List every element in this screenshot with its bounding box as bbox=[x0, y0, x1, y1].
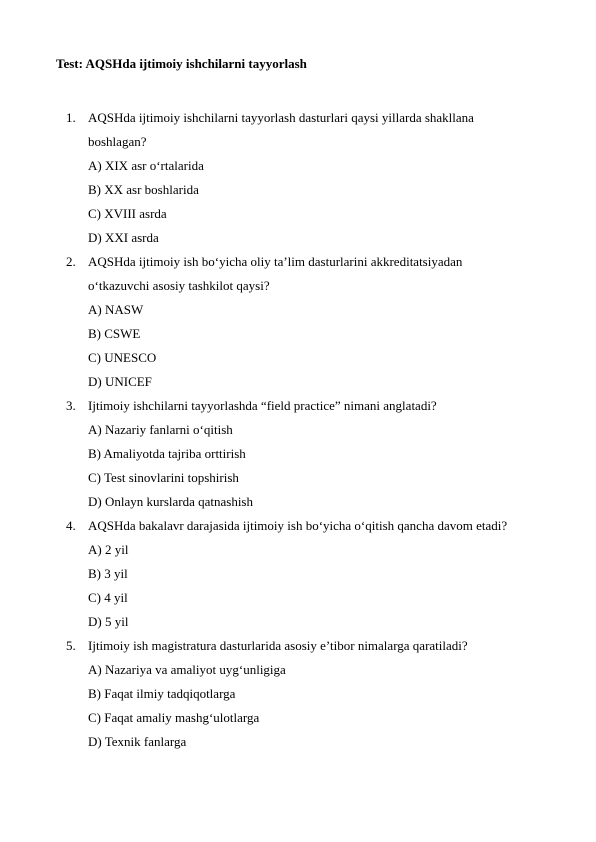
question-item bbox=[66, 250, 566, 394]
answer-option: B) Faqat ilmiy tadqiqotlarga bbox=[88, 686, 236, 701]
answer-option: A) XIX asr o‘rtalarida bbox=[88, 158, 204, 173]
answer-option: A) Nazariya va amaliyot uyg‘unligiga bbox=[88, 662, 286, 677]
answer-option: B) 3 yil bbox=[88, 566, 128, 581]
answer-option: D) Texnik fanlarga bbox=[88, 734, 187, 749]
question-item bbox=[66, 514, 566, 634]
answer-option: A) 2 yil bbox=[88, 542, 129, 557]
question-number: 2. bbox=[66, 254, 76, 269]
page-title: Test: AQSHda ijtimoiy ishchilarni tayyorlash bbox=[56, 56, 307, 71]
answer-option: C) 4 yil bbox=[88, 590, 128, 605]
question-text: Ijtimoiy ishchilarni tayyorlashda “field practice” nimani anglatadi? bbox=[88, 398, 437, 413]
question-number: 4. bbox=[66, 518, 76, 533]
question-number: 1. bbox=[66, 110, 76, 125]
question-item bbox=[66, 106, 566, 250]
answer-option: D) XXI asrda bbox=[88, 230, 159, 245]
answer-option: B) CSWE bbox=[88, 326, 141, 341]
answer-option: C) Test sinovlarini topshirish bbox=[88, 470, 239, 485]
answer-option: D) 5 yil bbox=[88, 614, 129, 629]
answer-option: B) Amaliyotda tajriba orttirish bbox=[88, 446, 246, 461]
answer-option: A) Nazariy fanlarni o‘qitish bbox=[88, 422, 233, 437]
question-text: AQSHda ijtimoiy ishchilarni tayyorlash dasturlari qaysi yillarda shakllana bbox=[88, 110, 474, 125]
question-text: boshlagan? bbox=[88, 134, 147, 149]
answer-option: C) Faqat amaliy mashg‘ulotlarga bbox=[88, 710, 260, 725]
answer-option: D) UNICEF bbox=[88, 374, 152, 389]
question-list bbox=[66, 106, 566, 754]
answer-option: B) XX asr boshlarida bbox=[88, 182, 199, 197]
question-text: o‘tkazuvchi asosiy tashkilot qaysi? bbox=[88, 278, 270, 293]
question-text: Ijtimoiy ish magistratura dasturlarida asosiy e’tibor nimalarga qaratiladi? bbox=[88, 638, 468, 653]
question-text: AQSHda ijtimoiy ish bo‘yicha oliy ta’lim dasturlarini akkreditatsiyadan bbox=[88, 254, 463, 269]
answer-option: D) Onlayn kurslarda qatnashish bbox=[88, 494, 253, 509]
question-number: 5. bbox=[66, 638, 76, 653]
question-item bbox=[66, 634, 566, 754]
question-text: AQSHda bakalavr darajasida ijtimoiy ish bo‘yicha o‘qitish qancha davom etadi? bbox=[88, 518, 508, 533]
answer-option: C) UNESCO bbox=[88, 350, 157, 365]
answer-option: A) NASW bbox=[88, 302, 144, 317]
question-item bbox=[66, 394, 566, 514]
answer-option: C) XVIII asrda bbox=[88, 206, 167, 221]
question-number: 3. bbox=[66, 398, 76, 413]
